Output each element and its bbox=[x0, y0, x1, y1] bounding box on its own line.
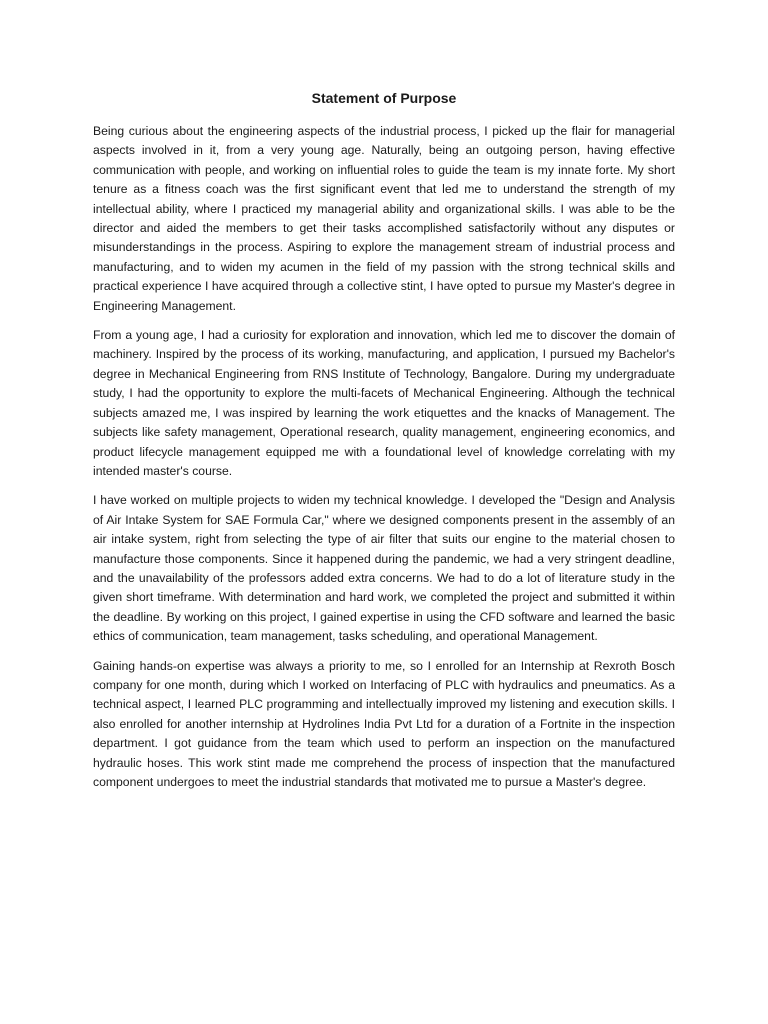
paragraph-4: Gaining hands-on expertise was always a priority to me, so I enrolled for an Internship at Rexroth Bosch company for one month, during which I worked on Interfacing of PLC with hydraulics and pneumatics. As a technical aspect, I learned PLC programming and intellectually improved my listening and execution skills. I also enrolled for another internship at Hydrolines India Pvt Ltd for a duration of a Fortnite in the inspection department. I got guidance from the team which used to perform an inspection on the manufactured hydraulic hoses. This work stint made me comprehend the process of inspection that the manufactured component undergoes to meet the industrial standards that motivated me to pursue a Master's degree. bbox=[93, 658, 675, 789]
paragraph-3: I have worked on multiple projects to widen my technical knowledge. I developed the "Design and Analysis of Air Intake System for SAE Formula Car," where we designed components present in the assembly of an air intake system, right from selecting the type of air filter that suits our engine to the material chosen to manufacture those components. Since it happened during the pandemic, we had a very stringent deadline, and the unavailability of the professors added extra concerns. We had to do a lot of literature study in the given short timeframe. With determination and hard work, we completed the project and submitted it within the deadline. By working on this project, I gained expertise in using the CFD software and learned the basic ethics of communication, team management, tasks scheduling, and operational Management. bbox=[93, 493, 675, 644]
paragraph-1: Being curious about the engineering aspects of the industrial process, I picked up the flair for managerial aspects involved in it, from a very young age. Naturally, being an outgoing person, having effective communication with people, and working on influential roles to guide the team is my innate forte. My short tenure as a fitness coach was the first significant event that led me to understand the strength of my intellectual ability, where I practiced my managerial ability and organizational skills. I was able to be the director and aided the members to get their tasks accomplished satisfactorily without any disputes or misunderstandings in the process. Aspiring to explore the management stream of industrial process and manufacturing, and to widen my acumen in the field of my passion with the strong technical skills and practical experience I have acquired through a collective stint, I have opted to pursue my Master's degree in Engineering Management. bbox=[93, 124, 675, 313]
document-page bbox=[93, 88, 675, 802]
document-title: Statement of Purpose bbox=[311, 90, 457, 106]
paragraph-2: From a young age, I had a curiosity for exploration and innovation, which led me to discover the domain of machinery. Inspired by the process of its working, manufacturing, and application, I pursued my Bachelor's degree in Mechanical Engineering from RNS Institute of Technology, Bangalore. During my undergraduate study, I had the opportunity to explore the multi-facets of Mechanical Engineering. Although the technical subjects amazed me, I was inspired by learning the work etiquettes and the knacks of Management. The subjects like safety management, Operational research, quality management, engineering economics, and product lifecycle management equipped me with a foundational level of knowledge correlating with my intended master's course. bbox=[93, 328, 675, 478]
